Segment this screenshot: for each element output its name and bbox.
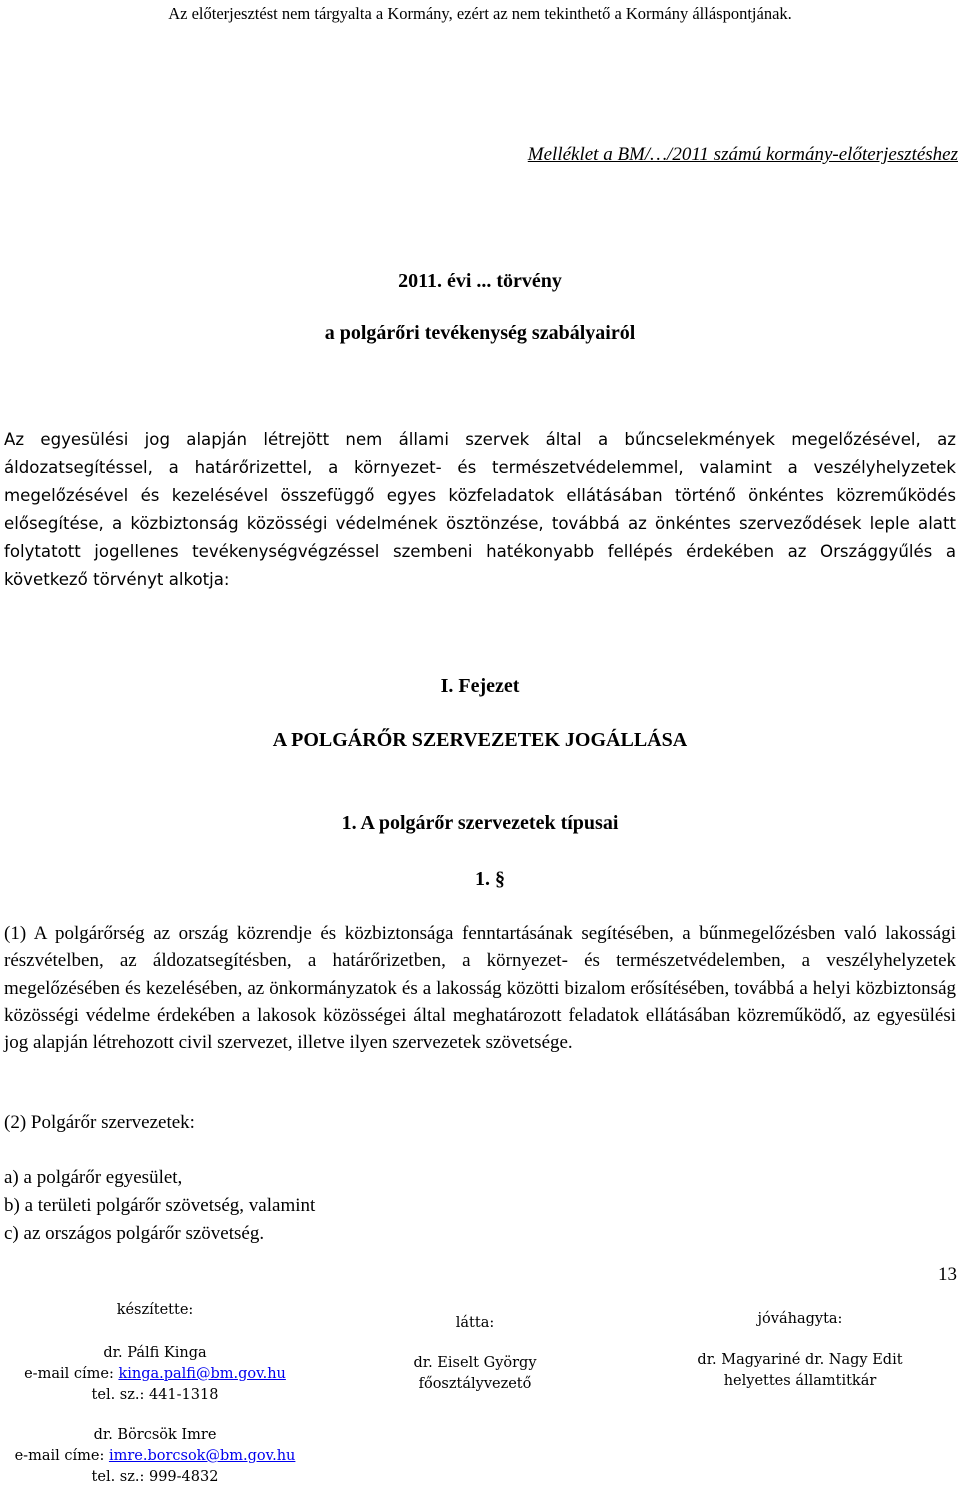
footer-prepared-name: dr. Pálfi Kinga xyxy=(103,1345,207,1361)
footer-approved-block xyxy=(660,1350,940,1392)
law-title-line1: 2011. évi ... törvény xyxy=(398,270,562,292)
footer-approved-title: helyettes államtitkár xyxy=(723,1373,877,1389)
annex-label: Melléklet a BM/…/2011 számú kormány-előterjesztéshez xyxy=(527,144,958,165)
list-item-c: c) az országos polgárőr szövetség. xyxy=(4,1223,265,1244)
footer-seen-block xyxy=(370,1353,580,1395)
chapter-title: A POLGÁRŐR SZERVEZETEK JOGÁLLÁSA xyxy=(272,729,688,751)
footer-prepared-email-line xyxy=(0,1364,310,1385)
list-item-a: a) a polgárőr egyesület, xyxy=(4,1167,183,1188)
list-item-b: b) a területi polgárőr szövetség, valamint xyxy=(4,1195,316,1216)
footer-prepared-block xyxy=(0,1343,310,1406)
footer-prepared-email-label: e-mail címe: xyxy=(24,1366,119,1382)
law-title-line2: a polgárőri tevékenység szabályairól xyxy=(324,322,636,344)
footer-approved-label: jóváhagyta: xyxy=(757,1311,843,1327)
paragraph-1: (1) A polgárőrség az ország közrendje és közbiztonsága fenntartásának segítésében, a bűnmegelőzésben való lakossági részvételben, az áldozatsegítésben, a határőrizetben, a környezet- és természetvédelemben, a veszélyhelyzetek megelőzésében és kezelésében, az önkormányzatok és a lakosság közötti bizalom erősítésében, továbbá a helyi közbiztonság közösségi védelme érdekében a lakosok közösségei által meghatározott feladatok ellátásában közreműködő, az egyesülési jog alapján létrehozott civil szervezet, illetve ilyen szervezetek szövetsége. xyxy=(4,923,956,1054)
footer-prepared-email-link[interactable]: kinga.palfi@bm.gov.hu xyxy=(118,1366,286,1382)
footer-seen-title: főosztályvezető xyxy=(418,1376,532,1392)
footer-approved-name: dr. Magyariné dr. Nagy Edit xyxy=(697,1352,903,1368)
page-number: 13 xyxy=(938,1264,957,1285)
footer-seen-label: látta: xyxy=(455,1315,495,1331)
footer-seen-name: dr. Eiselt György xyxy=(413,1355,537,1371)
header-disclaimer: Az előterjesztést nem tárgyalta a Kormány, ezért az nem tekinthető a Kormány álláspontjának. xyxy=(168,4,792,23)
footer-second-name: dr. Börcsök Imre xyxy=(93,1427,217,1443)
footer-second-email-label: e-mail címe: xyxy=(14,1448,109,1464)
footer-prepared-label: készítette: xyxy=(116,1302,194,1318)
section-title: 1. A polgárőr szervezetek típusai xyxy=(341,812,619,834)
footer-second-email-link[interactable]: imre.borcsok@bm.gov.hu xyxy=(108,1448,296,1464)
footer-prepared-phone: tel. sz.: 441-1318 xyxy=(91,1387,219,1403)
paragraph-2-intro: (2) Polgárőr szervezetek: xyxy=(4,1112,195,1133)
footer-second-email-line xyxy=(0,1446,310,1467)
footer-second-phone: tel. sz.: 999-4832 xyxy=(91,1469,219,1485)
footer-second-block xyxy=(0,1425,310,1488)
paragraph-mark: 1. § xyxy=(475,868,505,890)
preamble-paragraph: Az egyesülési jog alapján létrejött nem állami szervek által a bűncselekmények megelőzésével, az áldozatsegítéssel, a határőrizettel, a környezet- és természetvédelemmel, valamint a veszélyhelyzetek megelőzésével és kezelésével összefüggő egyes közfeladatok ellátásában történő önkéntes közreműködés elősegítése, a közbiztonság közösségi védelmének ösztönzése, továbbá az önkéntes szerveződések leple alatt folytatott jogellenes tevékenységvégzéssel szembeni hatékonyabb fellépés érdekében az Országgyűlés a következő törvényt alkotja: xyxy=(4,430,956,589)
chapter-number: I. Fejezet xyxy=(440,675,520,697)
